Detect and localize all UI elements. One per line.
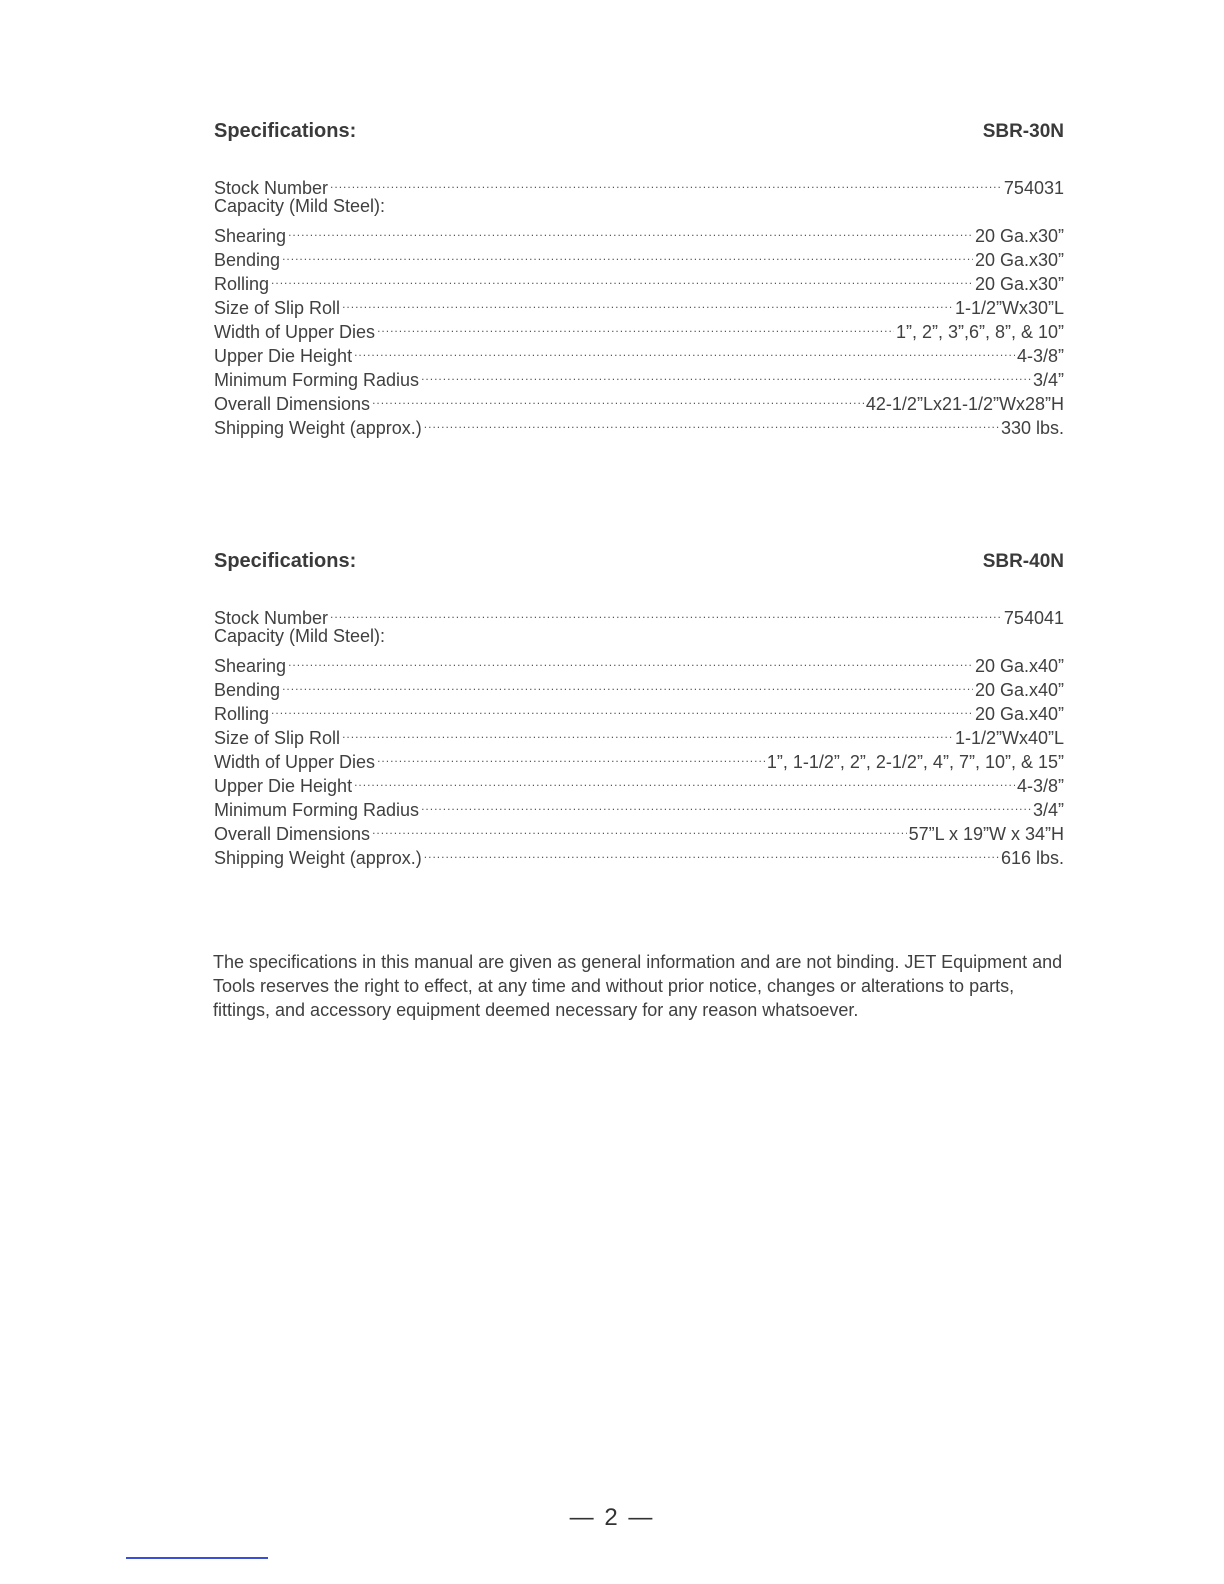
spec-heading: Specifications:: [214, 120, 357, 142]
dot-leader: [271, 696, 973, 720]
spec-label: Size of Slip Roll: [214, 728, 341, 748]
spec-row-upper-dies-width: [214, 314, 1064, 342]
spec-row-bending: [214, 242, 1064, 270]
spec-value: 57”L x 19”W x 34”H: [908, 824, 1064, 844]
spec-value: 330 lbs.: [1000, 418, 1064, 438]
model-name: SBR-40N: [982, 551, 1064, 572]
dot-leader: [282, 672, 973, 696]
spec-value: 1”, 2”, 3”,6”, 8”, & 10”: [895, 322, 1064, 342]
spec-label: Upper Die Height: [214, 346, 353, 366]
dot-leader: [342, 290, 953, 314]
page-number: — 2 —: [569, 1504, 655, 1531]
spec-label: Stock Number: [214, 178, 329, 198]
spec-value: 616 lbs.: [1000, 848, 1064, 868]
spec-label: Shearing: [214, 226, 287, 246]
spec-label: Shipping Weight (approx.): [214, 848, 422, 868]
spec-value: 3/4”: [1032, 370, 1064, 390]
spec-section-sbr-40n: [214, 550, 1064, 868]
dot-leader: [424, 410, 999, 434]
spec-value: 20 Ga.x30”: [974, 250, 1064, 270]
dot-leader: [288, 648, 973, 672]
spec-row-capacity: [214, 194, 1064, 218]
spec-value: 20 Ga.x40”: [974, 656, 1064, 676]
spec-label: Width of Upper Dies: [214, 752, 376, 772]
footer-rule: [126, 1557, 268, 1559]
spec-row-stock-number: [214, 600, 1064, 628]
spec-value: 754031: [1003, 178, 1064, 198]
dot-leader: [372, 386, 864, 410]
dot-leader: [421, 362, 1031, 386]
dot-leader: [330, 170, 1002, 194]
spec-label: Bending: [214, 680, 281, 700]
model-name: SBR-30N: [982, 121, 1064, 142]
spec-row-rolling: [214, 266, 1064, 294]
spec-row-capacity: [214, 624, 1064, 648]
spec-header: [214, 550, 1064, 578]
spec-row-bending: [214, 672, 1064, 700]
spec-label: Upper Die Height: [214, 776, 353, 796]
spec-label: Overall Dimensions: [214, 824, 371, 844]
spec-label: Minimum Forming Radius: [214, 800, 420, 820]
spec-label: Capacity (Mild Steel):: [214, 196, 386, 216]
spec-value: 20 Ga.x40”: [974, 704, 1064, 724]
spec-label: Capacity (Mild Steel):: [214, 626, 386, 646]
spec-value: 4-3/8”: [1016, 776, 1064, 796]
dot-leader: [354, 768, 1015, 792]
dot-leader: [372, 816, 907, 840]
spec-value: 1-1/2”Wx40”L: [954, 728, 1064, 748]
spec-label: Bending: [214, 250, 281, 270]
spec-row-slip-roll: [214, 290, 1064, 318]
dot-leader: [330, 600, 1002, 624]
spec-header: [214, 120, 1064, 148]
spec-row-stock-number: [214, 170, 1064, 198]
spec-value: 1”, 1-1/2”, 2”, 2-1/2”, 4”, 7”, 10”, & 15”: [766, 752, 1064, 772]
dot-leader: [424, 840, 999, 864]
spec-heading: Specifications:: [214, 550, 357, 572]
spec-label: Overall Dimensions: [214, 394, 371, 414]
disclaimer-paragraph: The specifications in this manual are given as general information and are not binding. JET Equipment and Tools reserves the right to effect, at any time and without prior notice, changes or alterations to parts, fittings, and accessory equipment deemed necessary for any reason whatsoever.: [213, 952, 1063, 1020]
spec-row-shearing: [214, 648, 1064, 676]
spec-row-rolling: [214, 696, 1064, 724]
dot-leader: [271, 266, 973, 290]
dot-leader: [377, 314, 894, 338]
spec-value: 3/4”: [1032, 800, 1064, 820]
spec-section-sbr-30n: [214, 120, 1064, 438]
spec-row-shearing: [214, 218, 1064, 246]
spec-value: 42-1/2”Lx21-1/2”Wx28”H: [865, 394, 1064, 414]
spec-label: Rolling: [214, 274, 270, 294]
dot-leader: [288, 218, 973, 242]
spec-row-upper-dies-width: [214, 744, 1064, 772]
spec-value: 4-3/8”: [1016, 346, 1064, 366]
spec-row-slip-roll: [214, 720, 1064, 748]
spec-label: Shipping Weight (approx.): [214, 418, 422, 438]
dot-leader: [377, 744, 765, 768]
spec-value: 20 Ga.x40”: [974, 680, 1064, 700]
spec-value: 20 Ga.x30”: [974, 274, 1064, 294]
dot-leader: [354, 338, 1015, 362]
spec-label: Minimum Forming Radius: [214, 370, 420, 390]
spec-label: Stock Number: [214, 608, 329, 628]
dot-leader: [342, 720, 953, 744]
spec-label: Width of Upper Dies: [214, 322, 376, 342]
spec-value: 754041: [1003, 608, 1064, 628]
dot-leader: [282, 242, 973, 266]
spec-label: Rolling: [214, 704, 270, 724]
spec-value: 1-1/2”Wx30”L: [954, 298, 1064, 318]
dot-leader: [421, 792, 1031, 816]
spec-value: 20 Ga.x30”: [974, 226, 1064, 246]
spec-label: Shearing: [214, 656, 287, 676]
spec-label: Size of Slip Roll: [214, 298, 341, 318]
